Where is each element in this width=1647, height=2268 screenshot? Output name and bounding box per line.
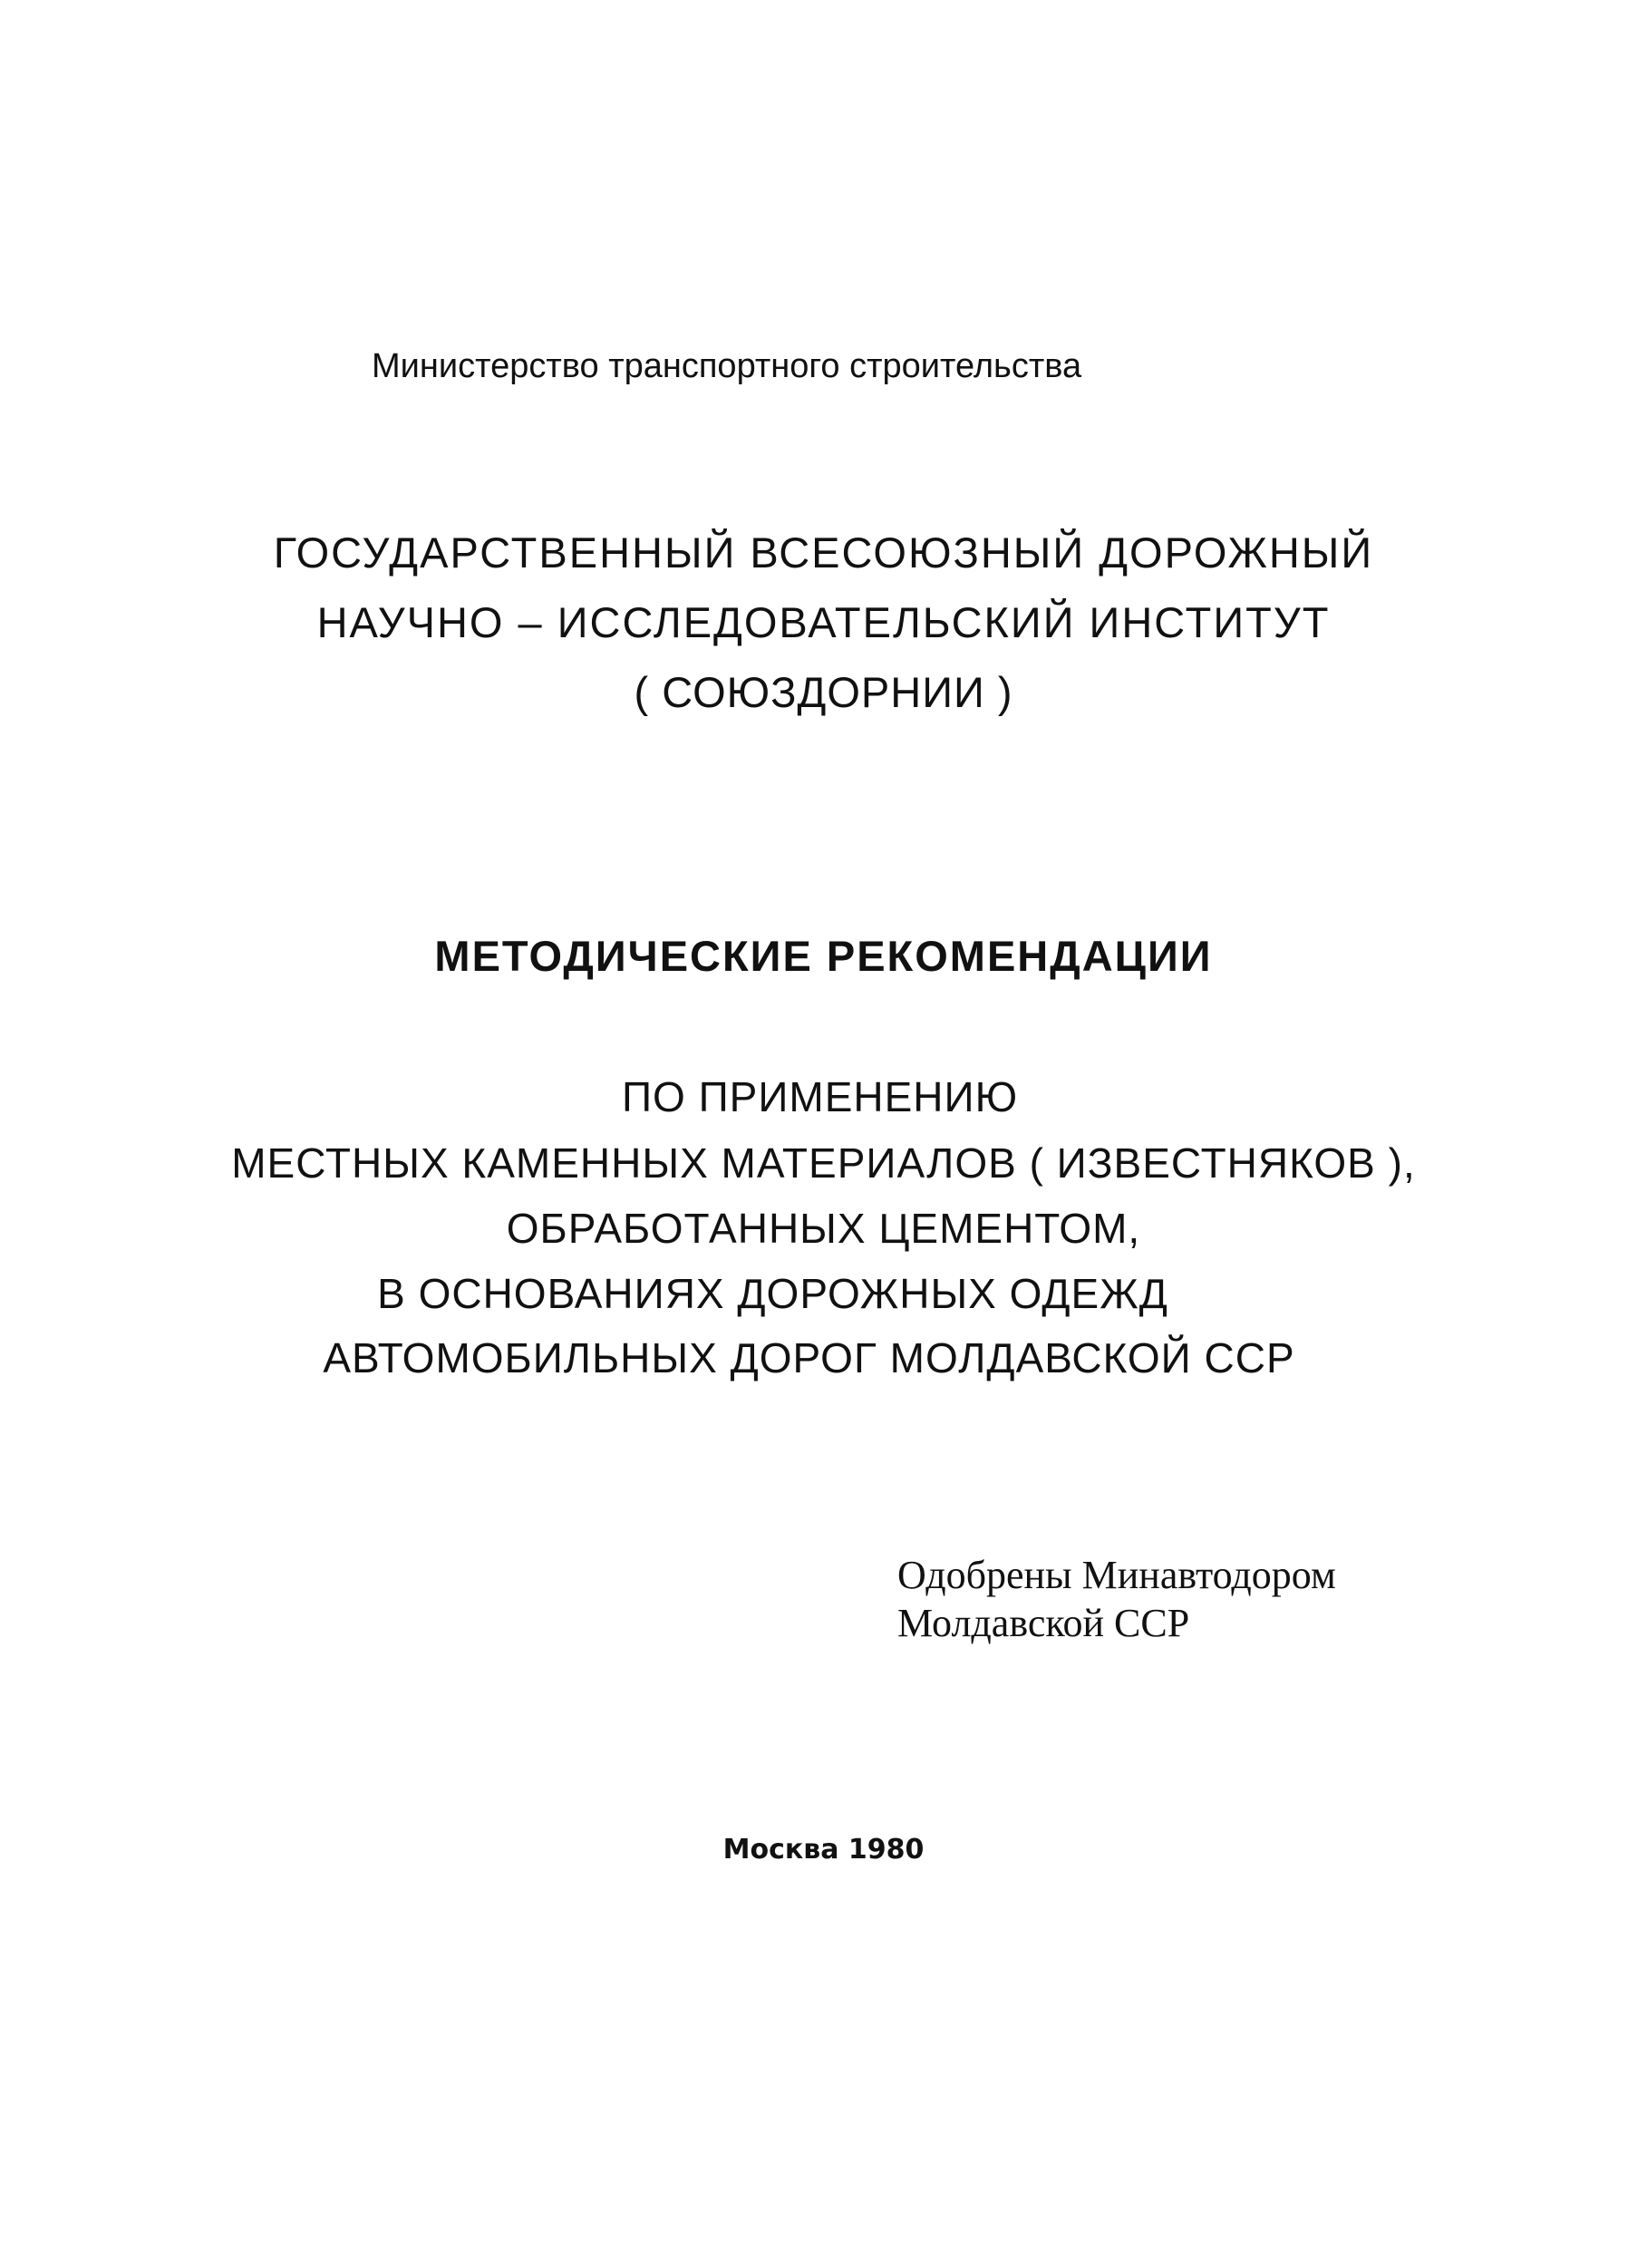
approval-line-1: Одобрены Минавтодором <box>897 1553 1336 1597</box>
institute-name-line-1: ГОСУДАРСТВЕННЫЙ ВСЕСОЮЗНЫЙ ДОРОЖНЫЙ <box>273 528 1374 577</box>
publication-place-year: Москва 1980 <box>722 1834 925 1866</box>
document-title: МЕТОДИЧЕСКИЕ РЕКОМЕНДАЦИИ <box>434 932 1213 980</box>
institute-name-line-2: НАУЧНО – ИССЛЕДОВАТЕЛЬСКИЙ ИНСТИТУТ <box>316 598 1331 646</box>
institute-abbreviation: ( СОЮЗДОРНИИ ) <box>634 668 1013 716</box>
subtitle-line-4: В ОСНОВАНИЯХ ДОРОЖНЫХ ОДЕЖД <box>377 1270 1168 1317</box>
subtitle-line-2: МЕСТНЫХ КАМЕННЫХ МАТЕРИАЛОВ ( ИЗВЕСТНЯКОВ ), <box>231 1139 1416 1187</box>
subtitle-line-5: АВТОМОБИЛЬНЫХ ДОРОГ МОЛДАВСКОЙ ССР <box>323 1334 1295 1381</box>
ministry-name: Министерство транспортного строительства <box>372 347 1082 385</box>
subtitle-line-1: ПО ПРИМЕНЕНИЮ <box>621 1073 1019 1120</box>
approval-line-2: Молдавской ССР <box>897 1601 1190 1645</box>
subtitle-line-3: ОБРАБОТАННЫХ ЦЕМЕНТОМ, <box>506 1205 1141 1252</box>
